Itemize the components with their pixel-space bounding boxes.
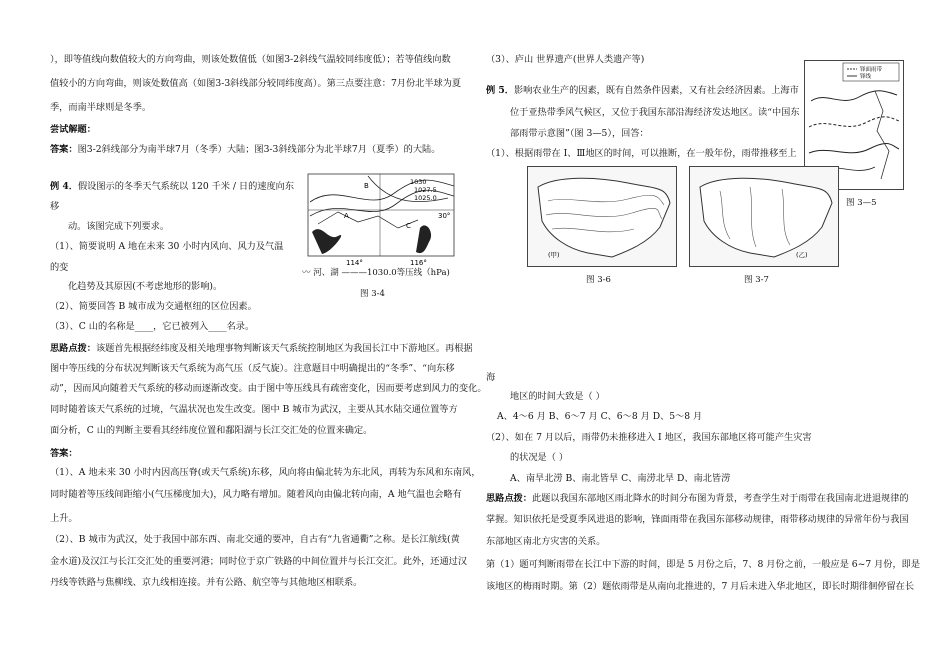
answer-label: 答案： xyxy=(50,144,78,155)
legend xyxy=(302,266,450,278)
options-line: A、南旱北涝 B、南北皆旱 C、南涝北旱 D、南北皆涝 xyxy=(510,473,731,484)
para-line: 部雨带示意图”（图 3—5），回答： xyxy=(510,128,649,139)
try-heading: 尝试解题： xyxy=(50,124,96,135)
map-tag: (甲) xyxy=(548,251,560,259)
figure-3-5-caption: 图 3—5 xyxy=(846,198,877,208)
hint-label: 思路点拨： xyxy=(486,493,532,504)
hint-line: 图中等压线的分布状况判断该天气系统为高气压（反气旋）。注意题目中明确提出的“冬季”、“向东移 xyxy=(50,363,455,374)
hint-line: 东部地区南北方灾害的关系。 xyxy=(486,536,606,547)
figure-3-7 xyxy=(689,166,839,267)
answer-line: 金水道)及汉江与长江交汇处的重要河港；同时位于京广铁路的中间位置并与长江交汇。此外，还通过汉 xyxy=(50,556,468,567)
para-line: 移 xyxy=(50,201,60,212)
para-line: 值较小的方向弯曲，则该处数值高（如图3-3斜线部分较同纬度高）。第三点要注意：7月份北半球为夏 xyxy=(50,78,462,89)
isobar-line-icon: ——— xyxy=(341,268,367,278)
para-line: 动。该图完成下列要求。 xyxy=(68,221,170,232)
example4-text: 假设图示的冬季天气系统以 120 千米 / 日的速度向东 xyxy=(77,181,295,192)
lat-label: 30° xyxy=(438,212,451,220)
figure-3-6-caption: 图 3-6 xyxy=(586,275,611,285)
river-icon: 〰 xyxy=(302,268,311,278)
legend-front: 锋线 xyxy=(860,74,872,80)
question-line: （3）、C 山的名称是____，它已被列入____名录。 xyxy=(50,321,255,332)
question-line: 的变 xyxy=(50,262,69,273)
hint-line: 该地区的梅雨时期。第（2）题依雨带是从南向北推进的，7 月后未进入华北地区，即长时期徘徊停留在长 xyxy=(486,581,915,592)
label-1027: 1027.5 xyxy=(414,186,437,194)
answer-line: （1）、A 地未来 30 小时内因高压脊(或天气系统)东移，风向将由偏北转为东北风，再转为东风和东南风， xyxy=(50,467,481,478)
question-line: 的状况是（ ） xyxy=(510,452,569,463)
example5-line xyxy=(486,84,799,97)
answer-line: 上升。 xyxy=(50,513,78,524)
hint-line xyxy=(486,492,909,505)
example4-label: 例 4． xyxy=(50,181,78,192)
hint-text: 该题首先根据经纬度及相关地理事物判断该天气系统控制地区为我国长江中下游地区。再根据 xyxy=(95,343,473,354)
question-line: （2）、简要回答 B 城市成为交通枢纽的区位因素。 xyxy=(50,301,257,312)
lon-label-1: 114° xyxy=(346,259,363,267)
isobar-map xyxy=(298,172,458,268)
example5-label: 例 5． xyxy=(486,85,514,96)
para-line: ），即等值线向数值较大的方向弯曲，则该处数值低（如图3-2斜线气温较同纬度低）；若等值线向数 xyxy=(50,54,451,65)
answer-heading: 答案： xyxy=(50,448,78,459)
label-1025: 1025.0 xyxy=(414,194,437,202)
options-line: A、4～6 月 B、6～7 月 C、6～8 月 D、5～8 月 xyxy=(497,411,703,422)
map-tag: (乙) xyxy=(796,251,808,259)
hint-line: 动”，因而风向随着天气系统的移动而逐渐改变。由于图中等压线具有疏密变化，因而要考虑到风力的变化。 xyxy=(50,383,487,394)
hint-line: 第（1）题可判断雨带在长江中下游的时间，即是 5 月份之后，7、8 月份之前，一般应是 6~7 月份，即是 xyxy=(486,559,921,570)
answer-line xyxy=(50,143,440,156)
label-1030: 1030 xyxy=(410,178,427,186)
figure-3-7-caption: 图 3-7 xyxy=(744,275,769,285)
point-b-label: B xyxy=(364,182,369,190)
hint-line xyxy=(50,342,473,355)
answer-text: 图3-2斜线部分为南半球7月（冬季）大陆；图3-3斜线部分为北半球7月（夏季）的大陆。 xyxy=(77,144,441,155)
answer-line: （3）、庐山 世界遗产(世界人类遗产等) xyxy=(486,54,645,65)
question-line: （1）、根据雨带在 I、Ⅲ地区的时间，可以推断，在一般年份，雨带推移至上 xyxy=(486,148,797,159)
hint-line: 掌握。知识依托是受夏季风进退的影响，锋面雨带在我国东部移动规律，雨带移动规律的异常年份与我国 xyxy=(486,514,909,525)
north-america-map-a xyxy=(528,167,676,266)
figure-3-4 xyxy=(298,172,458,280)
answer-line: 同时随着等压线间距缩小(气压梯度加大)，风力略有增加。随着风向由偏北转向南，A 地气温也会略有 xyxy=(50,489,462,500)
hint-line: 同时随着该天气系统的过境，气温状况也发生改变。图中 B 城市为武汉，主要从其水陆交通位置等方 xyxy=(50,404,458,415)
question-line: 地区的时间大致是（ ） xyxy=(510,391,605,402)
question-line: （1）、简要说明 A 地在未来 30 小时内风向、风力及气温 xyxy=(50,241,284,252)
para-line: 季，而南半球则是冬季。 xyxy=(50,102,152,113)
answer-line: 丹线等铁路与焦柳线、京九线相连接。并有公路、航空等与其他地区相联系。 xyxy=(50,577,363,588)
para-line: 海 xyxy=(486,372,496,383)
hint-text: 此题以我国东部地区雨北降水的时间分布图为背景，考查学生对于雨带在我国南北进退规律的 xyxy=(531,493,909,504)
figure-3-6 xyxy=(527,166,677,267)
legend-isobar: 1030.0等压线（hPa) xyxy=(366,268,450,278)
legend-rain-belt: 锋面雨带 xyxy=(860,67,883,73)
answer-line: （2）、B 城市为武汉，处于我国中部东西、南北交通的要冲，自古有“九省通衢”之称。是长江航线(黄 xyxy=(50,534,460,545)
example4-line xyxy=(50,180,294,193)
hint-line: 面分析，C 山的判断主要看其经纬度位置和鄱阳湖与长江交汇处的位置来确定。 xyxy=(50,425,373,436)
legend-river: 河、湖 xyxy=(313,268,339,278)
hint-label: 思路点拨： xyxy=(50,343,96,354)
point-a-label: A xyxy=(344,212,349,220)
lon-label-2: 116° xyxy=(410,259,427,267)
figure-3-4-caption: 图 3-4 xyxy=(360,289,385,299)
question-line: 化趋势及其原因(不考虑地形的影响)。 xyxy=(68,281,223,292)
example5-text: 影响农业生产的因素，既有自然条件因素，又有社会经济因素。上海市 xyxy=(513,85,799,96)
para-line: 位于亚热带季风气候区，又位于我国东部沿海经济发达地区。读“中国东 xyxy=(510,107,800,118)
north-america-map-b xyxy=(690,167,838,266)
point-c-label: C xyxy=(406,222,411,230)
question-line: （2）、如在 7 月以后，雨带仍未推移进入 I 地区，我国东部地区将可能产生灾害 xyxy=(486,432,812,443)
